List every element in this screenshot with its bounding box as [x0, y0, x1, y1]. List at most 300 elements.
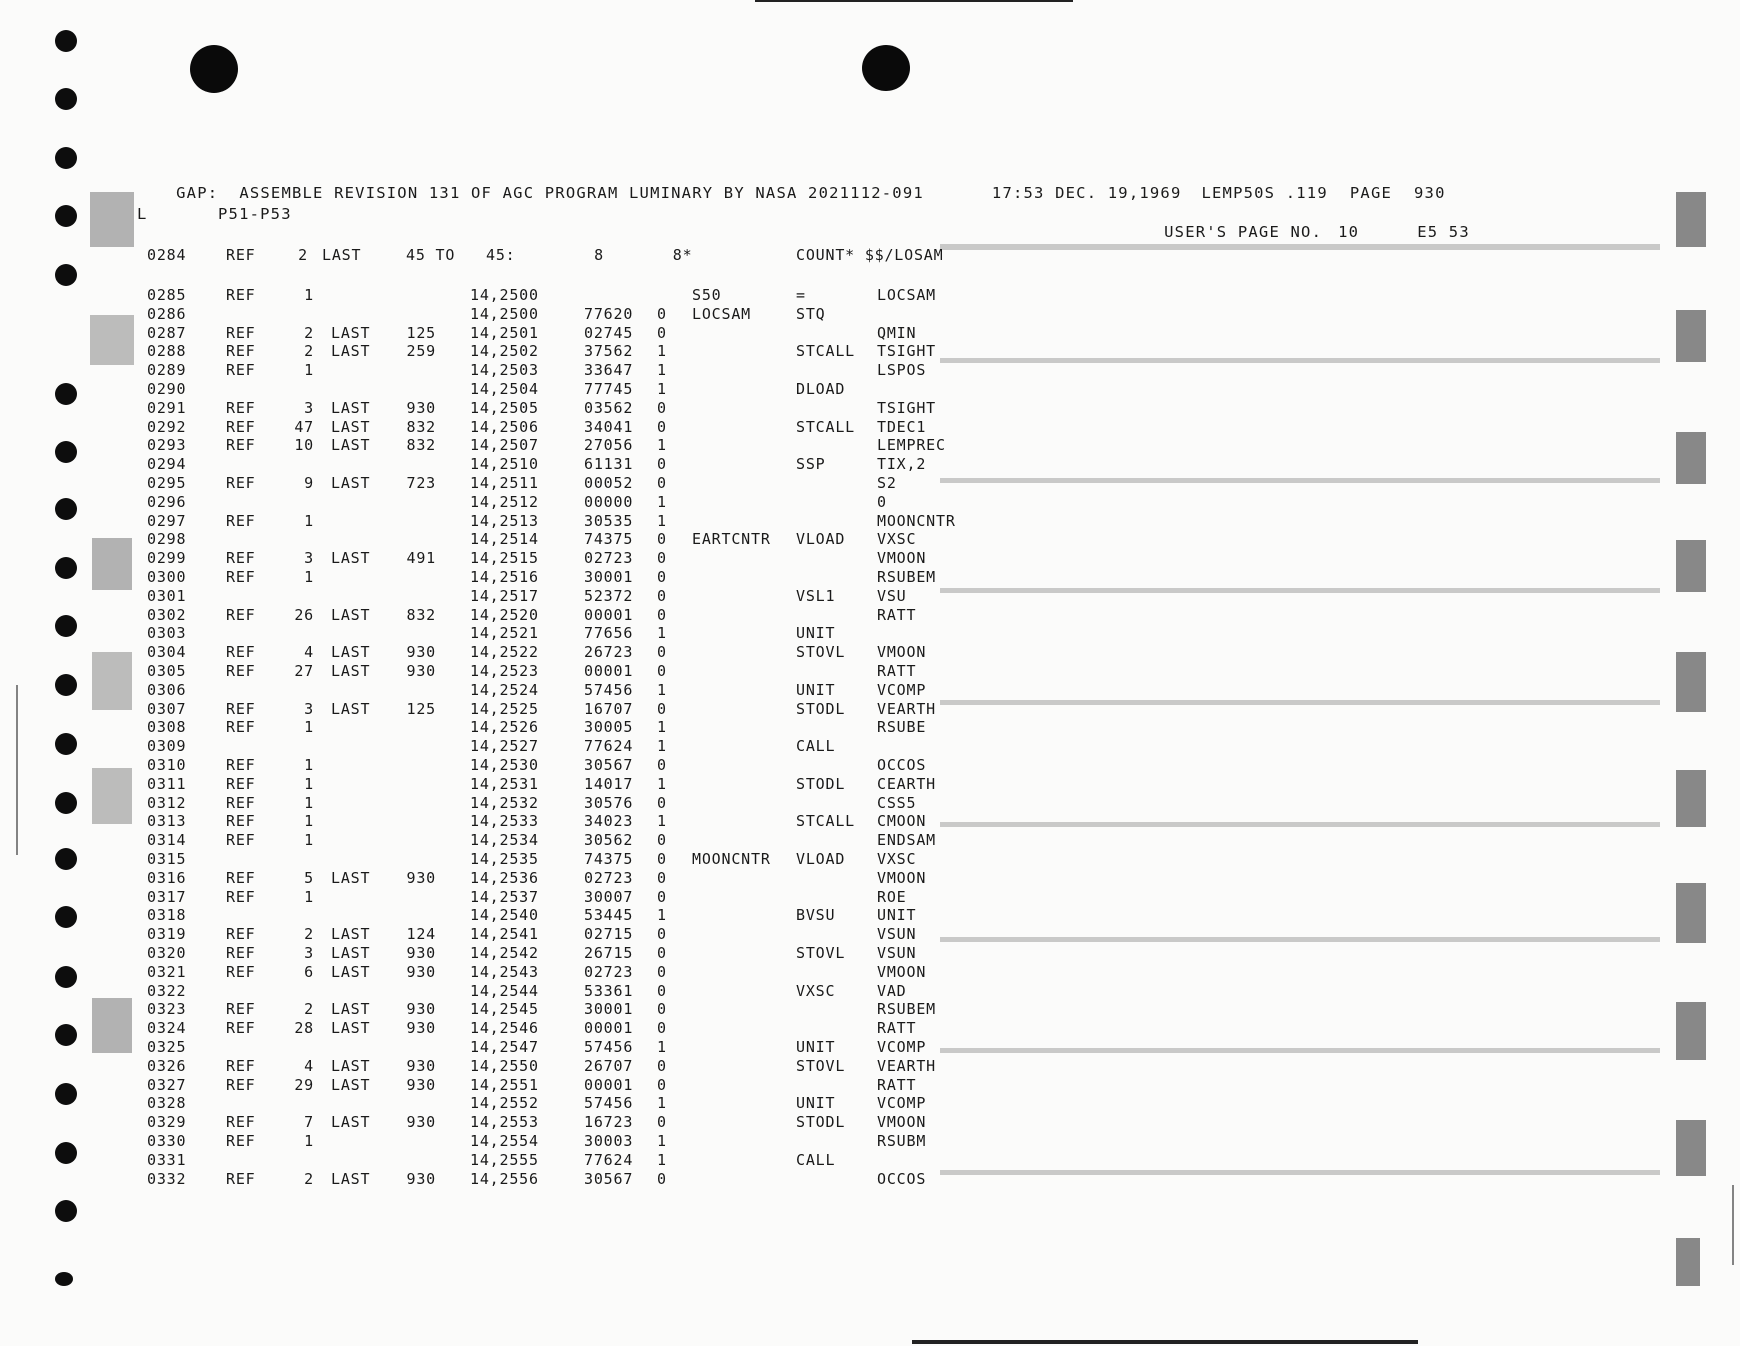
- ref-flag: REF: [226, 1056, 256, 1075]
- last-flag: LAST: [331, 417, 371, 436]
- last-flag: LAST: [331, 944, 371, 962]
- ref-count: 1: [304, 361, 314, 380]
- address: 14,2544: [470, 981, 539, 1000]
- operand: VEARTH: [877, 699, 936, 718]
- operand: VMOON: [877, 962, 927, 981]
- address: 14,2504: [470, 380, 539, 398]
- parity-bit: 0: [657, 1075, 667, 1094]
- parity-bit: 0: [657, 981, 667, 1000]
- last-flag: LAST: [331, 962, 371, 981]
- operand: CEARTH: [877, 774, 936, 793]
- parity-bit: 0: [657, 1056, 667, 1075]
- line-number: 0329: [147, 1113, 187, 1132]
- address: 14,2500: [470, 286, 539, 304]
- ref-count: 3: [304, 549, 314, 568]
- ref-count: 9: [304, 474, 314, 492]
- address: 14,2505: [470, 398, 539, 417]
- parity-bit: 0: [657, 1019, 667, 1038]
- operand: 0: [877, 492, 887, 511]
- address: 14,2514: [470, 530, 539, 549]
- line-number: 0292: [147, 417, 187, 436]
- ref-count: 10: [294, 436, 314, 455]
- ref-count: 1: [304, 812, 314, 831]
- operand: TSIGHT: [877, 342, 936, 361]
- octal-word: 02745: [584, 323, 634, 342]
- octal-word: 77745: [584, 380, 634, 398]
- line-number: 0327: [147, 1075, 187, 1094]
- line-number: 0293: [147, 436, 187, 455]
- parity-bit: 0: [657, 417, 667, 436]
- opcode: UNIT: [796, 1094, 836, 1113]
- opcode: STCALL: [796, 812, 855, 831]
- operand: VMOON: [877, 549, 927, 568]
- line-number: 0331: [147, 1150, 187, 1169]
- line-number: 0311: [147, 774, 187, 793]
- operand: ROE: [877, 887, 907, 906]
- address: 14,2524: [470, 680, 539, 699]
- address: 14,2521: [470, 624, 539, 643]
- opcode: =: [796, 286, 806, 304]
- opcode: CALL: [796, 737, 836, 756]
- line-number: 0284: [147, 246, 187, 264]
- address: 14,2552: [470, 1094, 539, 1113]
- ref-flag: REF: [226, 417, 256, 436]
- address: 14,2551: [470, 1075, 539, 1094]
- octal-word: 37562: [584, 342, 634, 361]
- last-flag: LAST: [331, 699, 371, 718]
- parity-bit: 0: [657, 1113, 667, 1132]
- operand: VCOMP: [877, 1094, 927, 1113]
- last-line: 930: [406, 1169, 436, 1188]
- ref-flag: REF: [226, 474, 256, 492]
- ref-flag: REF: [226, 1000, 256, 1019]
- address: 14,2532: [470, 793, 539, 812]
- ref-count: 2: [304, 323, 314, 342]
- parity-bit: 1: [657, 1094, 667, 1113]
- opcode: STQ: [796, 304, 826, 323]
- address: 14,2534: [470, 831, 539, 850]
- ref-flag: REF: [226, 643, 256, 662]
- last-flag: LAST: [331, 323, 371, 342]
- octal-word: 00052: [584, 474, 634, 492]
- octal-word: 30535: [584, 511, 634, 530]
- octal-word: 30001: [584, 1000, 634, 1019]
- octal-word: 26707: [584, 1056, 634, 1075]
- last-flag: LAST: [331, 643, 371, 662]
- last-flag: LAST: [331, 549, 371, 568]
- address: 14,2540: [470, 906, 539, 925]
- address: 14,2525: [470, 699, 539, 718]
- octal-word: 77620: [584, 304, 634, 323]
- operand: MOONCNTR: [877, 511, 956, 530]
- address: 14,2526: [470, 718, 539, 737]
- opcode: STCALL: [796, 417, 855, 436]
- opcode: STODL: [796, 1113, 846, 1132]
- last-flag: LAST: [331, 605, 371, 624]
- ref-count: 3: [304, 944, 314, 962]
- line-number: 0315: [147, 850, 187, 868]
- parity-bit: 0: [657, 643, 667, 662]
- opcode: VSL1: [796, 586, 836, 605]
- octal-word: 30562: [584, 831, 634, 850]
- address: 14,2555: [470, 1150, 539, 1169]
- ref-flag: REF: [226, 605, 256, 624]
- opcode: STODL: [796, 699, 846, 718]
- last-line: 930: [406, 1113, 436, 1132]
- last-line: 930: [406, 1000, 436, 1019]
- ref-count: 2: [304, 342, 314, 361]
- address: 14,2515: [470, 549, 539, 568]
- octal-word: 34041: [584, 417, 634, 436]
- operand: VSU: [877, 586, 907, 605]
- operand: VAD: [877, 981, 907, 1000]
- parity-bit: 1: [657, 1150, 667, 1169]
- ref-count: 1: [304, 511, 314, 530]
- ref-count: 1: [304, 774, 314, 793]
- parity-bit: 0: [657, 944, 667, 962]
- parity-bit: 0: [657, 474, 667, 492]
- line-number: 0297: [147, 511, 187, 530]
- octal-word: 30576: [584, 793, 634, 812]
- address: 14,2553: [470, 1113, 539, 1132]
- range-detail: 45: 8 8*: [486, 246, 693, 264]
- operand: RSUBEM: [877, 568, 936, 586]
- opcode: BVSU: [796, 906, 836, 925]
- address: 14,2523: [470, 662, 539, 680]
- ref-flag: REF: [226, 756, 256, 774]
- last-line: 930: [406, 643, 436, 662]
- parity-bit: 0: [657, 549, 667, 568]
- parity-bit: 0: [657, 925, 667, 944]
- line-number: 0296: [147, 492, 187, 511]
- operand: VMOON: [877, 643, 927, 662]
- last-flag: LAST: [331, 662, 371, 680]
- address: 14,2512: [470, 492, 539, 511]
- last-line: 124: [406, 925, 436, 944]
- parity-bit: 0: [657, 850, 667, 868]
- line-number: 0285: [147, 286, 187, 304]
- line-number: 0286: [147, 304, 187, 323]
- line-number: 0305: [147, 662, 187, 680]
- parity-bit: 0: [657, 568, 667, 586]
- address: 14,2546: [470, 1019, 539, 1038]
- last-line: 930: [406, 944, 436, 962]
- line-number: 0320: [147, 944, 187, 962]
- line-number: 0309: [147, 737, 187, 756]
- last-line: 930: [406, 1056, 436, 1075]
- octal-word: 77624: [584, 1150, 634, 1169]
- opcode: DLOAD: [796, 380, 846, 398]
- address: 14,2536: [470, 868, 539, 887]
- last-line: 930: [406, 962, 436, 981]
- octal-word: 02723: [584, 549, 634, 568]
- opcode: SSP: [796, 455, 826, 474]
- header-page-number: 930: [1414, 184, 1446, 202]
- ref-count: 2: [304, 925, 314, 944]
- parity-bit: 0: [657, 1000, 667, 1019]
- operand: TIX,2: [877, 455, 927, 474]
- line-number: 0312: [147, 793, 187, 812]
- ref-flag: REF: [226, 962, 256, 981]
- octal-word: 02715: [584, 925, 634, 944]
- ref-count: 1: [304, 831, 314, 850]
- ref-count: 3: [304, 398, 314, 417]
- line-number: 0322: [147, 981, 187, 1000]
- line-number: 0318: [147, 906, 187, 925]
- top-edge-rule: [755, 0, 1073, 2]
- section-name: P51-P53: [218, 205, 292, 223]
- ref-count: 1: [304, 568, 314, 586]
- operand: LOCSAM: [877, 286, 936, 304]
- punch-hole-center: [862, 45, 910, 91]
- ref-flag: REF: [226, 718, 256, 737]
- parity-bit: 1: [657, 680, 667, 699]
- last-flag: LAST: [331, 1000, 371, 1019]
- address: 14,2500: [470, 304, 539, 323]
- ref-flag: REF: [226, 887, 256, 906]
- ref-flag: REF: [226, 361, 256, 380]
- ref-flag: REF: [226, 568, 256, 586]
- parity-bit: 0: [657, 398, 667, 417]
- octal-word: 77656: [584, 624, 634, 643]
- operand: S2: [877, 474, 897, 492]
- last-line: 259: [406, 342, 436, 361]
- address: 14,2542: [470, 944, 539, 962]
- last-line: 930: [406, 398, 436, 417]
- ref-flag: REF: [226, 1019, 256, 1038]
- operand: RATT: [877, 1075, 917, 1094]
- ref-flag: REF: [226, 436, 256, 455]
- octal-word: 00001: [584, 1075, 634, 1094]
- last-flag: LAST: [331, 436, 371, 455]
- octal-word: 57456: [584, 1038, 634, 1056]
- operand: RSUBM: [877, 1132, 927, 1150]
- opcode: STCALL: [796, 342, 855, 361]
- row-comment: COUNT* $$/LOSAM: [796, 246, 944, 264]
- line-number: 0324: [147, 1019, 187, 1038]
- address: 14,2516: [470, 568, 539, 586]
- octal-word: 74375: [584, 530, 634, 549]
- operand: TDEC1: [877, 417, 927, 436]
- address: 14,2547: [470, 1038, 539, 1056]
- octal-word: 00000: [584, 492, 634, 511]
- octal-word: 77624: [584, 737, 634, 756]
- line-number: 0300: [147, 568, 187, 586]
- ref-flag: REF: [226, 1132, 256, 1150]
- address: 14,2535: [470, 850, 539, 868]
- parity-bit: 1: [657, 492, 667, 511]
- opcode: UNIT: [796, 680, 836, 699]
- ref-flag: REF: [226, 868, 256, 887]
- parity-bit: 0: [657, 868, 667, 887]
- octal-word: 14017: [584, 774, 634, 793]
- ref-flag: REF: [226, 398, 256, 417]
- line-number: 0301: [147, 586, 187, 605]
- operand: VMOON: [877, 1113, 927, 1132]
- octal-word: 26723: [584, 643, 634, 662]
- octal-word: 27056: [584, 436, 634, 455]
- address: 14,2533: [470, 812, 539, 831]
- punch-hole-left: [190, 45, 238, 93]
- ref-count: 4: [304, 1056, 314, 1075]
- ref-count: 5: [304, 868, 314, 887]
- octal-word: 26715: [584, 944, 634, 962]
- octal-word: 57456: [584, 680, 634, 699]
- parity-bit: 0: [657, 605, 667, 624]
- octal-word: 30567: [584, 756, 634, 774]
- parity-bit: 1: [657, 380, 667, 398]
- symbol-label: EARTCNTR: [692, 530, 771, 549]
- parity-bit: 1: [657, 342, 667, 361]
- line-number: 0330: [147, 1132, 187, 1150]
- line-number: 0319: [147, 925, 187, 944]
- parity-bit: 1: [657, 906, 667, 925]
- ref-flag: REF: [226, 1075, 256, 1094]
- octal-word: 57456: [584, 1094, 634, 1113]
- parity-bit: 0: [657, 662, 667, 680]
- line-number: 0298: [147, 530, 187, 549]
- last-line: 832: [406, 417, 436, 436]
- octal-word: 00001: [584, 1019, 634, 1038]
- last-flag: LAST: [331, 868, 371, 887]
- octal-word: 52372: [584, 586, 634, 605]
- octal-word: 33647: [584, 361, 634, 380]
- operand: VCOMP: [877, 680, 927, 699]
- ref-count: 29: [294, 1075, 314, 1094]
- line-number: 0304: [147, 643, 187, 662]
- subheader-mark: L: [137, 205, 148, 223]
- last-line: 125: [406, 699, 436, 718]
- octal-word: 30567: [584, 1169, 634, 1188]
- line-number: 0317: [147, 887, 187, 906]
- users-page-number: 10: [1338, 223, 1360, 241]
- address: 14,2550: [470, 1056, 539, 1075]
- address: 14,2502: [470, 342, 539, 361]
- last-line: 125: [406, 323, 436, 342]
- line-number: 0303: [147, 624, 187, 643]
- line-number: 0306: [147, 680, 187, 699]
- operand: RSUBE: [877, 718, 927, 737]
- users-page-tag: E5 53: [1417, 223, 1470, 241]
- opcode: STOVL: [796, 643, 846, 662]
- line-number: 0325: [147, 1038, 187, 1056]
- header-timestamp: 17:53 DEC. 19,1969: [991, 184, 1182, 202]
- last-line: 930: [406, 1075, 436, 1094]
- last-line: 930: [406, 662, 436, 680]
- line-number: 0316: [147, 868, 187, 887]
- line-number: 0308: [147, 718, 187, 737]
- operand: VCOMP: [877, 1038, 927, 1056]
- octal-word: 53361: [584, 981, 634, 1000]
- users-page-label: USER'S PAGE NO.: [1164, 223, 1323, 241]
- opcode: UNIT: [796, 624, 836, 643]
- operand: LEMPREC: [877, 436, 946, 455]
- operand: CSS5: [877, 793, 917, 812]
- ref-count: 1: [304, 718, 314, 737]
- line-number: 0307: [147, 699, 187, 718]
- operand: CMOON: [877, 812, 927, 831]
- operand: VSUN: [877, 925, 917, 944]
- parity-bit: 0: [657, 530, 667, 549]
- line-number: 0299: [147, 549, 187, 568]
- ref-flag: REF: [226, 944, 256, 962]
- ref-count: 1: [304, 1132, 314, 1150]
- parity-bit: 1: [657, 1038, 667, 1056]
- octal-word: 30005: [584, 718, 634, 737]
- line-number: 0326: [147, 1056, 187, 1075]
- parity-bit: 0: [657, 756, 667, 774]
- ref-count: 1: [304, 286, 314, 304]
- operand: VEARTH: [877, 1056, 936, 1075]
- address: 14,2522: [470, 643, 539, 662]
- operand: OCCOS: [877, 1169, 927, 1188]
- address: 14,2554: [470, 1132, 539, 1150]
- parity-bit: 1: [657, 737, 667, 756]
- parity-bit: 1: [657, 774, 667, 793]
- line-number: 0323: [147, 1000, 187, 1019]
- ref-flag: REF: [226, 342, 256, 361]
- line-number: 0288: [147, 342, 187, 361]
- octal-word: 61131: [584, 455, 634, 474]
- opcode: VLOAD: [796, 530, 846, 549]
- last-line: 832: [406, 436, 436, 455]
- address: 14,2517: [470, 586, 539, 605]
- last-flag: LAST: [331, 474, 371, 492]
- line-number: 0302: [147, 605, 187, 624]
- address: 14,2510: [470, 455, 539, 474]
- ref-count: 6: [304, 962, 314, 981]
- ref-count: 28: [294, 1019, 314, 1038]
- ref-count: 1: [304, 887, 314, 906]
- line-number: 0289: [147, 361, 187, 380]
- opcode: VLOAD: [796, 850, 846, 868]
- address: 14,2511: [470, 474, 539, 492]
- parity-bit: 0: [657, 793, 667, 812]
- line-number: 0313: [147, 812, 187, 831]
- octal-word: 00001: [584, 605, 634, 624]
- parity-bit: 0: [657, 1169, 667, 1188]
- operand: UNIT: [877, 906, 917, 925]
- octal-word: 30003: [584, 1132, 634, 1150]
- symbol-label: S50: [692, 286, 722, 304]
- address: 14,2530: [470, 756, 539, 774]
- last-line: 930: [406, 868, 436, 887]
- address: 14,2513: [470, 511, 539, 530]
- last-flag: LAST: [331, 1056, 371, 1075]
- ref-count: 7: [304, 1113, 314, 1132]
- line-number: 0328: [147, 1094, 187, 1113]
- last-flag: LAST: [331, 1075, 371, 1094]
- opcode: UNIT: [796, 1038, 836, 1056]
- parity-bit: 1: [657, 624, 667, 643]
- ref-count: 1: [304, 793, 314, 812]
- opcode: VXSC: [796, 981, 836, 1000]
- users-page: [1122, 205, 1470, 259]
- operand: VMOON: [877, 868, 927, 887]
- parity-bit: 1: [657, 718, 667, 737]
- operand: VXSC: [877, 850, 917, 868]
- last-flag: LAST: [331, 1113, 371, 1132]
- opcode: STOVL: [796, 944, 846, 962]
- ref-count: 3: [304, 699, 314, 718]
- octal-word: 16707: [584, 699, 634, 718]
- line-number: 0290: [147, 380, 187, 398]
- operand: RSUBEM: [877, 1000, 936, 1019]
- parity-bit: 1: [657, 812, 667, 831]
- operand: ENDSAM: [877, 831, 936, 850]
- octal-word: 02723: [584, 868, 634, 887]
- bottom-edge-rule: [912, 1340, 1418, 1344]
